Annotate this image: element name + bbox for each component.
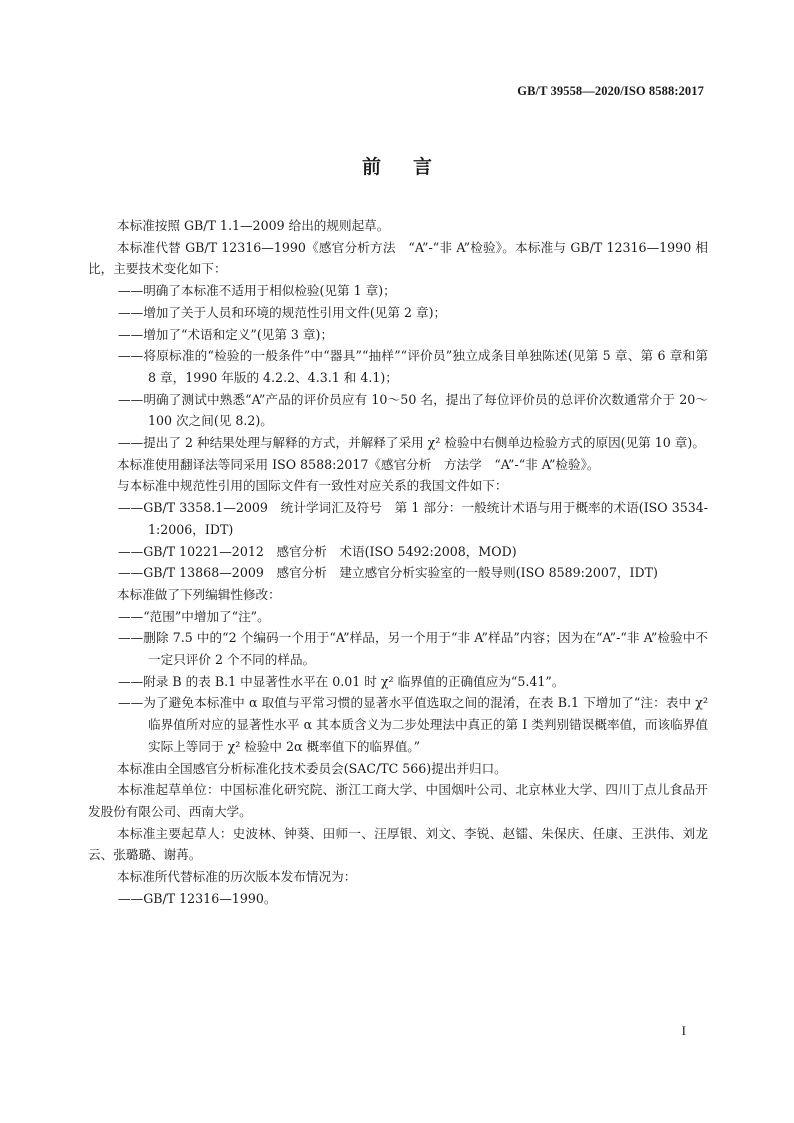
list-item: ——增加了“术语和定义”(见第 3 章)； [118,326,334,342]
paragraph: 本标准代替 GB/T 12316—1990《感官分析方法 “A”-“非 A”检验》。本标准与 GB/T 12316—1990 相比，主要技术变化如下： [88,239,708,277]
paragraph: 本标准由全国感官分析标准化技术委员会(SAC/TC 566)提出并归口。 [117,760,507,776]
document-body [88,215,708,910]
list-item: ——GB/T 3358.1—2009 统计学词汇及符号 第 1 部分：一般统计术语与用于概率的术语(ISO 3534-1:2006，IDT) [118,500,708,537]
paragraph: 本标准使用翻译法等同采用 ISO 8588:2017《感官分析 方法学 “A”-“非 A”检验》。 [117,456,600,472]
list-item: ——增加了关于人员和环境的规范性引用文件(见第 2 章)； [118,304,447,320]
list-item: ——GB/T 12316—1990。 [118,890,277,906]
standard-code-header: GB/T 39558—2020/ISO 8588:2017 [517,84,704,98]
page-title: 前言 [361,156,464,178]
list-item: ——“范围”中增加了“注”。 [118,608,270,624]
list-item: ——将原标准的“检验的一般条件”中“器具”“抽样”“评价员”独立成条目单独陈述(见第 5 章、第 6 章和第 8 章，1990 年版的 4.2.2、4.3.1 和 4.1)； [118,348,708,385]
page-number: I [681,1023,686,1038]
paragraph: 与本标准中规范性引用的国际文件有一致性对应关系的我国文件如下： [117,478,508,494]
list-item: ——明确了测试中熟悉“A”产品的评价员应有 10～50 名，提出了每位评价员的总评价次数通常介于 20～100 次之间(见 8.2)。 [118,391,708,429]
list-item: ——提出了 2 种结果处理与解释的方式，并解释了采用 χ² 检验中右侧单边检验方式的原因(见第 10 章)。 [118,435,705,451]
list-item: ——GB/T 10221—2012 感官分析 术语(ISO 5492:2008，MOD) [118,543,517,559]
paragraph: 本标准主要起草人：史波林、钟葵、田师一、汪厚银、刘文、李锐、赵镭、朱保庆、任康、王洪伟、刘龙云、张璐璐、谢苒。 [88,825,708,863]
list-item: ——删除 7.5 中的“2 个编码一个用于“A”样品，另一个用于“非 A”样品”内容；因为在“A”-“非 A”检验中不一定只评价 2 个不同的样品。 [118,630,708,668]
paragraph: 本标准起草单位：中国标准化研究院、浙江工商大学、中国烟叶公司、北京林业大学、四川丁点儿食品开发股份有限公司、西南大学。 [88,782,708,819]
list-item: ——GB/T 13868—2009 感官分析 建立感官分析实验室的一般导则(ISO 8589:2007，IDT) [118,565,658,581]
list-item: ——附录 B 的表 B.1 中显著性水平在 0.01 时 χ² 临界值的正确值应为“5.41”。 [118,673,565,689]
paragraph: 本标准按照 GB/T 1.1—2009 给出的规则起草。 [117,218,390,233]
list-item: ——明确了本标准不适用于相似检验(见第 1 章)； [118,283,396,299]
list-item: ——为了避免本标准中 α 取值与平常习惯的显著水平值选取之间的混淆，在表 B.1 下增加了“注：表中 χ² 临界值所对应的显著性水平 α 其本质含义为二步处理法中真正的第 I 类判别错误概率值，而该临界值实际上等同于 χ² 检验中 2α 概率值下的临界值。” [118,695,708,754]
paragraph: 本标准做了下列编辑性修改： [117,586,281,602]
paragraph: 本标准所代替标准的历次版本发布情况为： [117,869,357,885]
